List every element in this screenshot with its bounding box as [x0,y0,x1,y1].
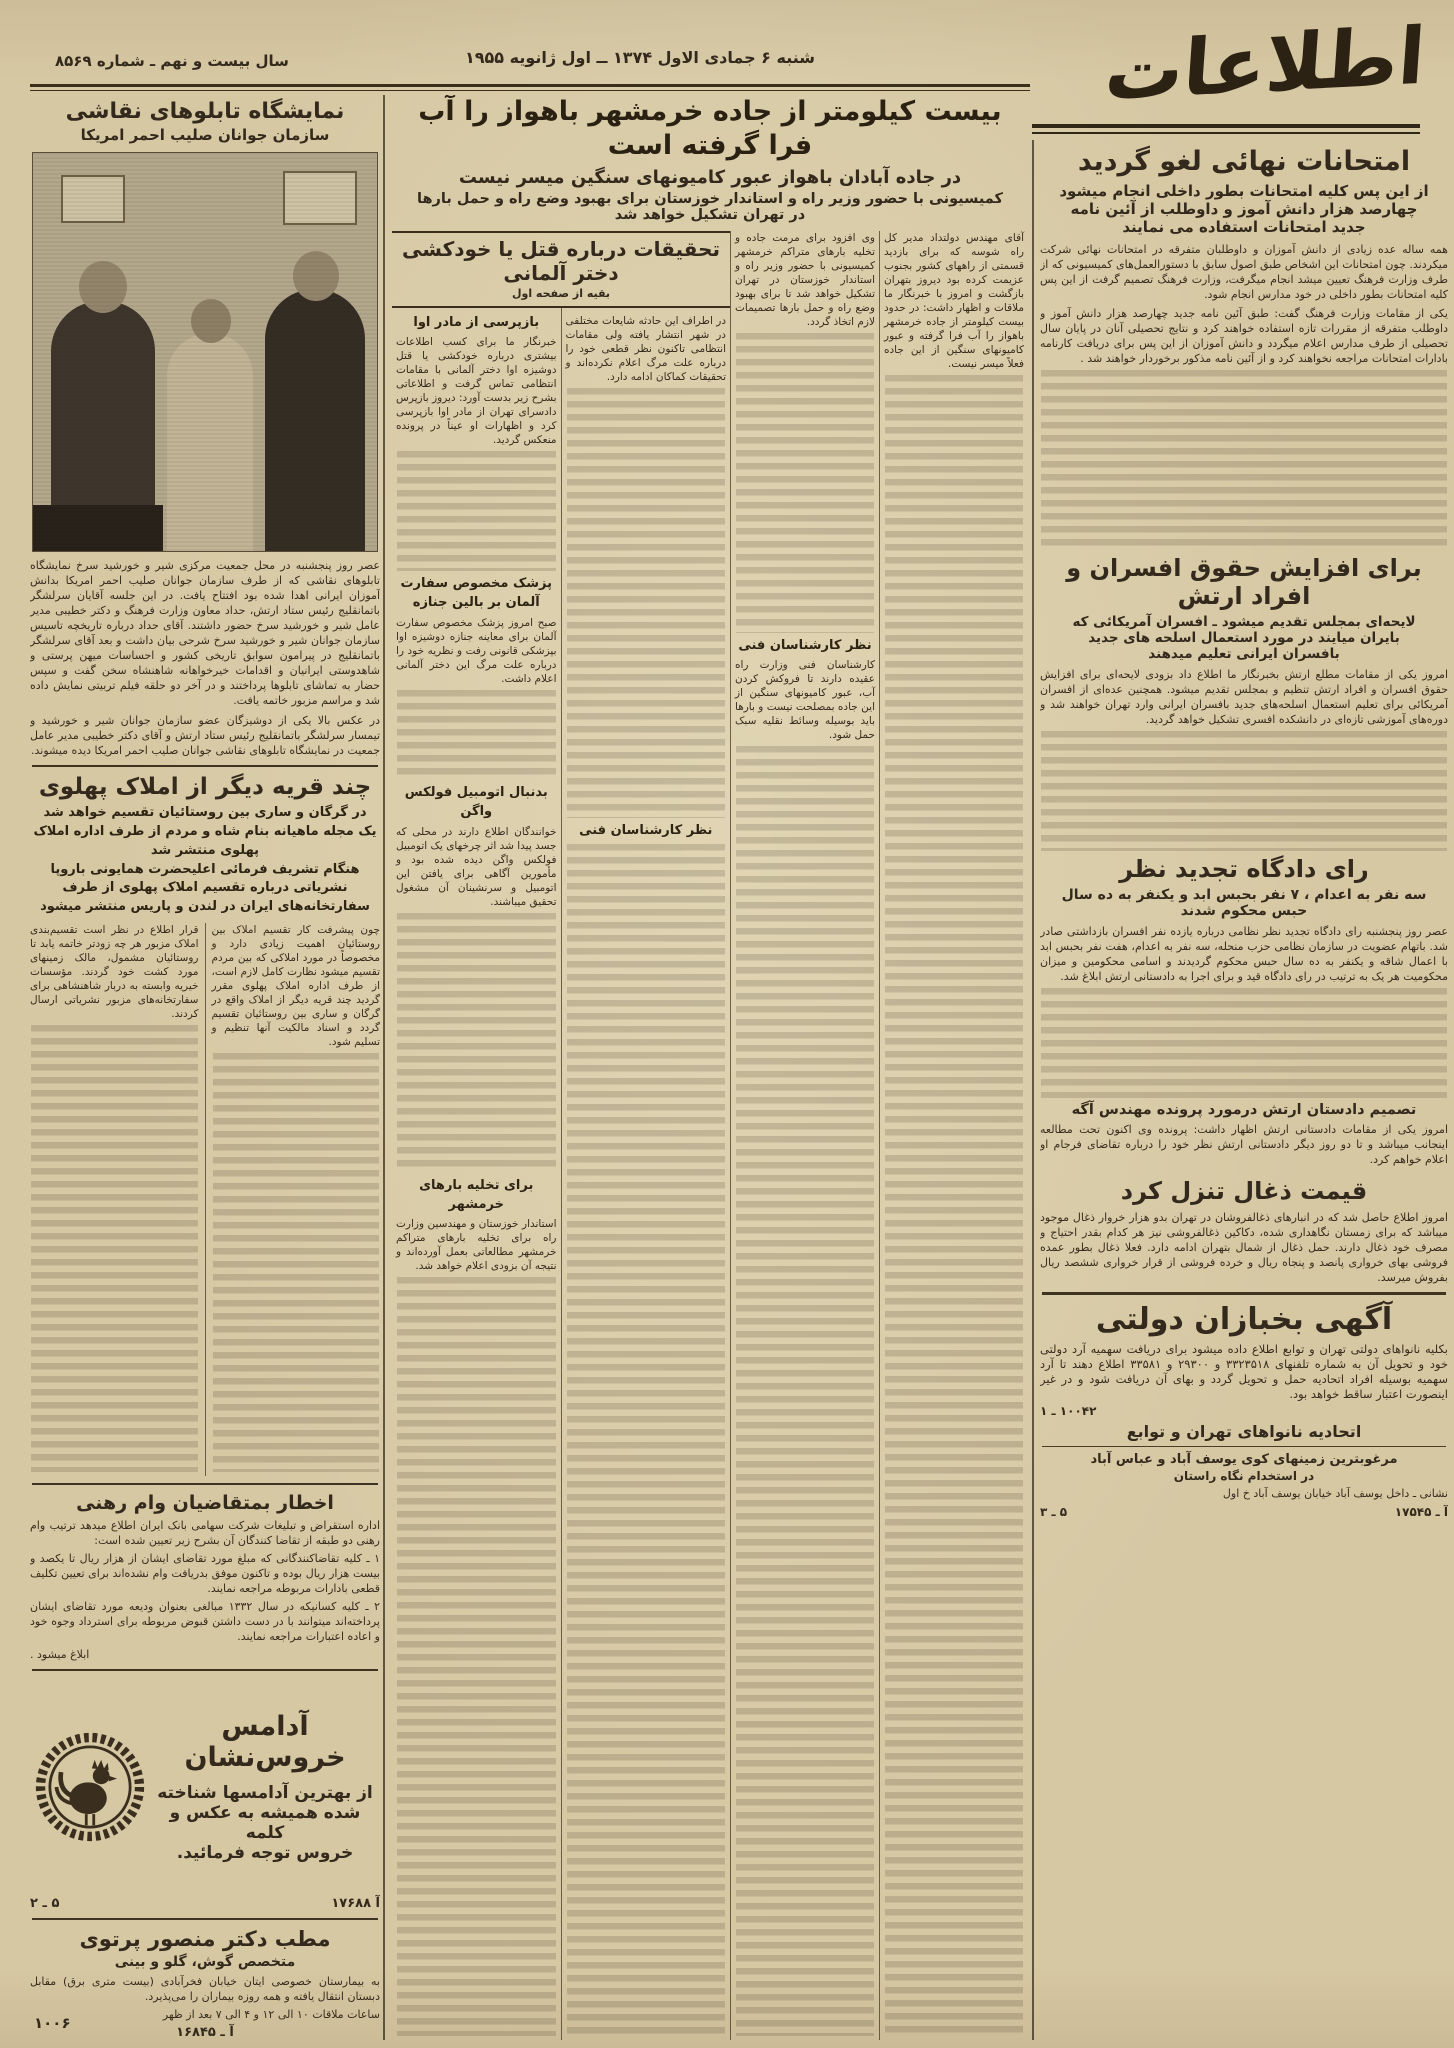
murder-col-right [562,308,731,2041]
officers-subhead-3: بافسران ایرانی تعلیم میدهند [1148,646,1340,662]
center-region [392,95,1028,2040]
landad-numbers [1040,1505,1448,1519]
loan-intro: اداره استقراض و تبلیغات شرکت سهامی بانک ایران اطلاع میدهد ترتیب وام رهنی دو طبقه از تقاضا کنندگان آن بشرح زیر تعیین شده است: [30,1519,380,1547]
divider [1042,1292,1446,1295]
officers-body: امروز یکی از مقامات مطلع ارتش بخبرنگار ما اطلاع داد بزودی لایحه‌ای برای افزایش حقوق افسران و افراد ارتش تنظیم و بمجلس تقدیم میشود. همچنین عده‌ای از افسران آمریکائی برای تعلیم استعمال اسلحه‌های جدید بافسران ایرانی وارد تهران خواهند شد و دوره‌های آموزشی تازه‌ای در دانشکده افسری تشکیل خواهد گردید. [1040,668,1448,726]
exhibition-caption: عصر روز پنجشنبه در محل جمعیت مرکزی شیر و خورشید سرخ نمایشگاه تابلوهای نقاشی که از طرف سازمان جوانان صلیب احمر امریکا بدانش آموزان ایرانی اهدا شده بود افتتاح یافت. در این جلسه آقایان سرلشگر باتمانقلیج رئیس ستاد ارتش، حداد معاون وزارت فرهنگ و دکتر خطیبی مدیر عامل شیر و خورشید سرخ حضور داشتند. آقای حداد درباره تاریخچه تاسیس سازمان جوانان شیر و خورشید سرخ شرحی بیان داشت و بعد آقای سرلشگر باتمانقلیج در پیرامون سوابق تاریخی کشور و احساسات میهن پرستی و شاهدوستی ایرانیان و اقدامات خیرخواهانه شاهنشاه سخن گفت و سپس حضار به تماشای تابلوها پرداختند و در آخر دو حلقه فیلم تربیتی نمایش داده شد و مراسم مزبور خاتمه یافت. [30,559,380,707]
gum-line-3: خروس توجه فرمائید. [176,1843,354,1863]
prosecutor-note-title: تصمیم دادستان ارتش درمورد پرونده مهندس آگه [1071,1102,1417,1118]
bakers-body: بکلیه نانواهای دولتی تهران و توابع اطلاع داده میشود برای دریافت سهمیه آرد دولتی خود و تحویل آن به شماره تلفنهای ۳۳۲۳۵۱۸ و ۲۹۳۰۰ و ۳۳۵۸۱ اطلاع دهند تا آرد سهمیه بوسیله افراد اتحادیه حمل و تحویل گردد و بهای آن دریافت شود و در غیر اینصورت اعتبار ساقط خواهد بود. [1040,1342,1448,1401]
officers-subhead-2: بایران میایند در مورد استعمال اسلحه های جدید [1088,630,1400,646]
court-subhead-2: حبس محکوم شدند [1180,903,1308,919]
divider [32,765,378,767]
officers-subhead-1: لایحه‌ای بمجلس تقدیم میشود ـ افسران آمریکائی که [1072,614,1416,630]
greeked-text [1041,370,1447,550]
masthead-title: اطلاعات [1101,11,1429,119]
coal-body: امروز اطلاع حاصل شد که در انبارهای ذغالفروشان در تهران بدو هزار خروار ذغال موجود میباشد که برای زمستان نگاهداری شده، دکاکین ذغالفروشی نیز هر کدام بقدر احتیاج و مصرف خود ذغال دارند. حمل ذغال از شمال بتهران ادامه دارد. فعلا ذغال بطور عمده فروشی بهای خرواری پانصد و پنجاه ریال و خرده فروشی از قرار خرواری ششصد ریال بفروش میرسد. [1040,1211,1448,1284]
gum-line-1: از بهترین آدامسها شناخته [157,1783,373,1803]
gum-line-2: شده همیشه به عکس و کلمه [169,1803,361,1843]
lead-body-col-2 [731,231,880,2041]
lead-unload-body: استاندار خوزستان و مهندسین وزارت راه برای تخلیه بارهای متراکم خرمشهر مطالعاتی بعمل آورده‌اند و نتیجه آن بزودی اعلام خواهد شد. [396,1218,557,1273]
doctor-specialty: متخصص گوش، گلو و بینی [114,1954,296,1970]
land-body-columns [30,923,380,1476]
landad-line-3: نشانی ـ داخل یوسف آباد خیابان یوسف آباد خ اول [1222,1487,1448,1500]
rooster-logo-icon [34,1731,146,1843]
gum-brand: آدامس خروس‌نشان [184,1711,346,1773]
land-body-1: چون پیشرفت کار تقسیم املاک بین روستائیان اهمیت زیادی دارد و مخصوصاً در مورد املاکی که بین مردم تقسیم میشود نظارت کامل لازم است، از طرف اداره املاک پهلوی مقرر گردید چند قریه دیگر از املاک واقع در گرگان و ساری بین روستائیان تقسیم گردد و اسناد مالکیت آنها تنظیم و تسلیم شود. [211,924,380,1049]
greeked-text [397,690,556,780]
gum-ad-text [150,1678,380,1896]
greeked-text [213,1053,380,1472]
header-rule [30,84,1030,91]
greeked-text [31,1025,198,1472]
murder-body-2: صبح امروز پزشک مخصوص سفارت آلمان برای معاینه جنازه دوشیزه اوا بپزشکی قانونی رفت و نظریه خود را درباره علت مرگ این دختر آلمانی اعلام داشت. [396,617,557,686]
gum-ad-logo-wrap [30,1678,150,1896]
bakers-number: ۱۰۰۴۲ ـ ۱ [1040,1404,1097,1418]
murder-columns [392,308,730,2041]
greeked-text [1041,731,1447,851]
greeked-text [885,375,1023,2037]
greeked-text [567,388,726,818]
greeked-text [736,333,874,633]
greeked-text [1041,988,1447,1098]
gum-num-right: آ ۱۷۶۸۸ [331,1896,380,1911]
masthead-rule [1032,124,1420,134]
right-column [1040,140,1448,2040]
murder-continued-note: بقیه از صفحه اول [511,286,611,300]
land-subhead-1: در گرگان و ساری بین روستائیان تقسیم خواهد شد [43,805,367,820]
exams-headline: امتحانات نهائی لغو گردید [1077,146,1411,177]
murder-body-1: خبرنگار ما برای کسب اطلاعات بیشتری درباره خودکشی یا قتل دوشیزه اوا دختر آلمانی با مقامات انتظامی تماس گرفت و اطلاعاتی بشرح زیر بدست آورد: دیروز بازپرس دادسرای تهران از مادر اوا بازپرسی کرد و اظهارات او عیناً در پرونده منعکس گردید. [396,336,557,447]
prosecutor-note-body: امروز یکی از مقامات دادستانی ارتش اظهار داشت: پرونده وی اکنون تحت مطالعه اینجانب میباشد و تا دو روز دیگر دادستانی ارتش نظر خود را درباره تقاضای فرجام او اعلام خواهم کرد. [1040,1123,1448,1166]
dateline: شنبه ۶ جمادی الاول ۱۳۷۴ ــ اول ژانویه ۱۹۵۵ [464,48,816,67]
murder-headline: تحقیقات درباره قتل یا خودکشی دختر آلمانی [401,236,721,285]
land-subhead-3: هنگام تشریف فرمائی اعلیحضرت همایونی باروپا نشریاتی درباره تقسیم املاک پهلوی از طرف سفارتخانه‌های ایران در لندن و پاریس منتشر میشود [40,861,370,915]
lead-unload-subhead: برای تخلیه بارهای خرمشهر [419,1177,534,1212]
divider [32,1669,378,1671]
murder-body-4: در اطراف این حادثه شایعات مختلفی در شهر انتشار یافته ولی مقامات انتظامی تاکنون نظر قطعی خود را درباره علت مرگ اعلام نکرده‌اند و تحقیقات کماکان ادامه دارد. [565,314,726,383]
lead-experts-subhead: نظر کارشناسان فنی [738,637,872,653]
exhibition-org: سازمان جوانان صلیب احمر امریکا [80,126,330,144]
murder-subhead-1: بازپرسی از مادر اوا [413,314,540,330]
lead-subhead-2: کمیسیونی با حضور وزیر راه و استاندار خوزستان برای بهبود وضع راه و حمل بارها [417,190,1003,207]
page-number: ۱۰۰۶ [34,2014,71,2032]
lead-body-start: آقای مهندس دولتداد مدیر کل راه شوسه که برای بازدید قسمتی از راههای کشور بجنوب عزیمت کرده بود دیروز بتهران بازگشت و امروز با خبرنگار ما ملاقات و اظهار داشت: در حدود بیست کیلومتر از جاده خرمشهر باهواز را آب فرا گرفته و عبور کامیونهای سنگین از این جاده فعلاً میسر نیست. [884,231,1024,370]
landad-num-left: ۵ ـ ۳ [1040,1505,1068,1519]
divider [32,1918,378,1920]
exams-subhead-2: چهارصد هزار دانش آموز و داوطلب از آئین نامه [1070,200,1418,218]
court-subhead-1: سه نفر به اعدام ، ۷ نفر بحبس ابد و یکنفر به ده سال [1061,887,1427,903]
exams-body-1: همه ساله عده زیادی از دانش آموزان و داوطلبان متفرقه در امتحانات نهائی شرکت میکردند. چون امتحانات این اشخاص طبق اصول سابق با دستورالعمل‌های کمیسیونی که از طرف وزارت فرهنگ تعیین میشد انجام میگرفت، وزارت فرهنگ تصمیم گرفت از این پس کلیه امتحانات بطور داخلی در خود مدارس انجام شود. [1040,243,1448,301]
photo-grain [33,153,377,551]
exams-body-2: یکی از مقامات وزارت فرهنگ گفت: طبق آئین نامه جدید چهارصد هزار دانش آموز و داوطلب متفرقه از مقررات تازه استفاده خواهند کرد و نتایج تحصیلی آنان در پایان سال تحصیلی از طرف مدارس اعلام میگردد و دانش آموزان از این پس برای دریافت کارنامه بادارات امتحانات مراجعه نخواهند کرد و از آئین نامه مذکور برخوردار خواهند شد . [1040,307,1448,365]
divider [1042,1446,1446,1447]
doctor-number: آ ـ ۱۶۸۴۵ [176,2025,234,2040]
bakers-headline: آگهی بخبازان دولتی [1095,1302,1393,1337]
doctor-title: مطب دکتر منصور پرتوی [79,1927,331,1951]
divider [32,1483,378,1485]
loan-item-2: ۲ ـ کلیه کسانیکه در سال ۱۳۳۲ مبالغی بعنوان ودیعه مورد تقاضای ایشان پرداخته‌اند میتوانند با در دست داشتن قبوض مربوطه برای استرداد وجوه خود و اعاده اعتبارات مراجعه نمایند. [30,1600,380,1643]
greeked-text [567,844,726,2036]
murder-headline-box [392,231,730,308]
left-column [30,95,380,2040]
greeked-text [397,1277,556,2036]
lead-headline: بیست کیلومتر از جاده خرمشهر باهواز را آب فرا گرفته است [418,96,1002,161]
lead-subhead-3: در تهران تشکیل خواهد شد [614,206,806,223]
court-body: عصر روز پنجشنبه رای دادگاه تجدید نظر نظامی درباره یازده نفر افسران بازداشتی صادر شد. باتهام عضویت در سازمان نظامی حزب منحله، سه نفر به اعدام، هفت نفر بحبس ابد با اعمال شاقه و یکنفر به ده سال حبس محکوم گردیدند و اسامی محکومین و میزان محکومیت هر یک به ترتیب در رای دادگاه قید و برای اجرا به دادستانی ارتش ابلاغ شد. [1040,925,1448,983]
officers-headline: برای افزایش حقوق افسران و افراد ارتش [1066,554,1422,610]
column-rule-right [1032,140,1034,2040]
greeked-text [397,451,556,571]
exhibition-photo [32,152,378,552]
land-body-col-left [30,923,206,1476]
issue-line: سال بیست و نهم ـ شماره ۸۵۶۹ [55,52,289,70]
bakers-union-line: اتحادیه نانواهای تهران و توابع [1126,1422,1362,1441]
greeked-text [736,746,874,2036]
land-body-2: قرار اطلاع در نظر است تقسیم‌بندی املاک مزبور هر چه زودتر خاتمه یابد تا روستائیان مشمول، مالک زمینهای مورد کشت خود گردند. مؤسسات خیریه وابسته به دربار شاهنشاهی برای سفارتخانه‌های مزبور نشریاتی ارسال کردند. [30,924,199,1021]
landad-num-right: آ ـ ۱۷۵۴۵ [1394,1505,1448,1519]
greeked-text [397,913,556,1173]
column-rule-left [383,95,385,2040]
exams-subhead-3: جدید امتحانات استفاده می نمایند [1122,218,1366,236]
loan-headline: اخطار بمتقاضیان وام رهنی [76,1492,334,1514]
lead-body-more: وی افزود برای مرمت جاده و تخلیه بارهای متراکم خرمشهر کمیسیونی با حضور وزیر راه و استاندار خوزستان در تهران تشکیل خواهد شد تا برای بهبود وضع راه و حمل بارها تصمیمات لازم اتخاذ گردد. [735,231,875,328]
gum-ad-numbers [30,1896,380,1911]
gum-ad [30,1678,380,1896]
doctor-body: به بیمارستان خصوصی ایتان خیابان فخرآبادی (بیست متری برق) مقابل دبستان انتقال یافته و همه روزه بیماران را می‌پذیرد. [30,1975,380,2003]
lead-body-col-1 [880,231,1028,2041]
exams-subhead-1: از این پس کلیه امتحانات بطور داخلی انجام میشود [1059,182,1429,200]
loan-outro: ابلاغ میشود . [30,1648,90,1661]
doctor-hours: ساعات ملاقات ۱۰ الی ۱۲ و ۴ الی ۷ بعد از ظهر [162,2008,380,2021]
land-body-col-right [206,923,381,1476]
gum-num-left: ۵ ـ ۲ [30,1896,60,1911]
landad-line-1: مرغوبترین زمینهای کوی یوسف آباد و عباس آباد [1090,1452,1398,1467]
center-columns [392,231,1028,2041]
lead-subhead-1: در جاده آبادان باهواز عبور کامیونهای سنگین میسر نیست [458,166,962,188]
exhibition-caption-2: در عکس بالا یکی از دوشیزگان عضو سازمان جوانان شیر و خورشید و تیمسار سرلشگر باتمانقلیج رئیس ستاد ارتش و آقای دکتر خطیبی مدیر عامل جمعیت در نمایشگاه تابلوهای نقاشی جوانان صلیب احمر امریکا دیده میشوند. [30,714,380,757]
murder-col-left [392,308,562,2041]
experts-subhead-alt: نظر کارشناسان فنی [579,822,713,838]
court-headline: رای دادگاه تجدید نظر [1119,855,1369,883]
land-headline: چند قریه دیگر از املاک پهلوی [38,774,372,800]
murder-body-3: خوانندگان اطلاع دارند در محلی که جسد پیدا شد اثر چرخهای یک اتومبیل فولکس واگن دیده شده بود و مأمورین آگاهی برای یافتن این اتومبیل و سرنشینان آن مشغول تحقیق میباشند. [396,825,557,908]
loan-item-1: ۱ ـ کلیه تقاضاکنندگانی که مبلغ مورد تقاضای ایشان از هزار ریال تا یکصد و بیست هزار ریال بوده و تاکنون موفق بدریافت وام نشده‌اند برای تعیین تکلیف قطعی بادارات مربوطه مراجعه نمایند. [30,1552,380,1595]
murder-subhead-2: پزشک مخصوص سفارت آلمان بر بالین جنازه [400,576,553,611]
lead-experts-body: کارشناسان فنی وزارت راه عقیده دارند تا فروکش کردن آب، عبور کامیونهای سنگین از این جاده بمصلحت نیست و بارها باید بوسیله وسائط نقلیه سبک حمل شود. [735,659,875,742]
coal-headline: قیمت ذغال تنزل کرد [1120,1177,1368,1205]
landad-line-2: در استخدام نگاه راستان [1173,1469,1315,1483]
murder-subhead-3: بدنبال اتومبیل فولکس واگن [404,785,548,819]
murder-article [392,231,731,2041]
land-subhead-2: یک مجله ماهیانه بنام شاه و مردم از طرف اداره املاک پهلوی منتشر شد [33,823,377,858]
exhibition-title: نمایشگاه تابلوهای نقاشی [65,99,345,124]
